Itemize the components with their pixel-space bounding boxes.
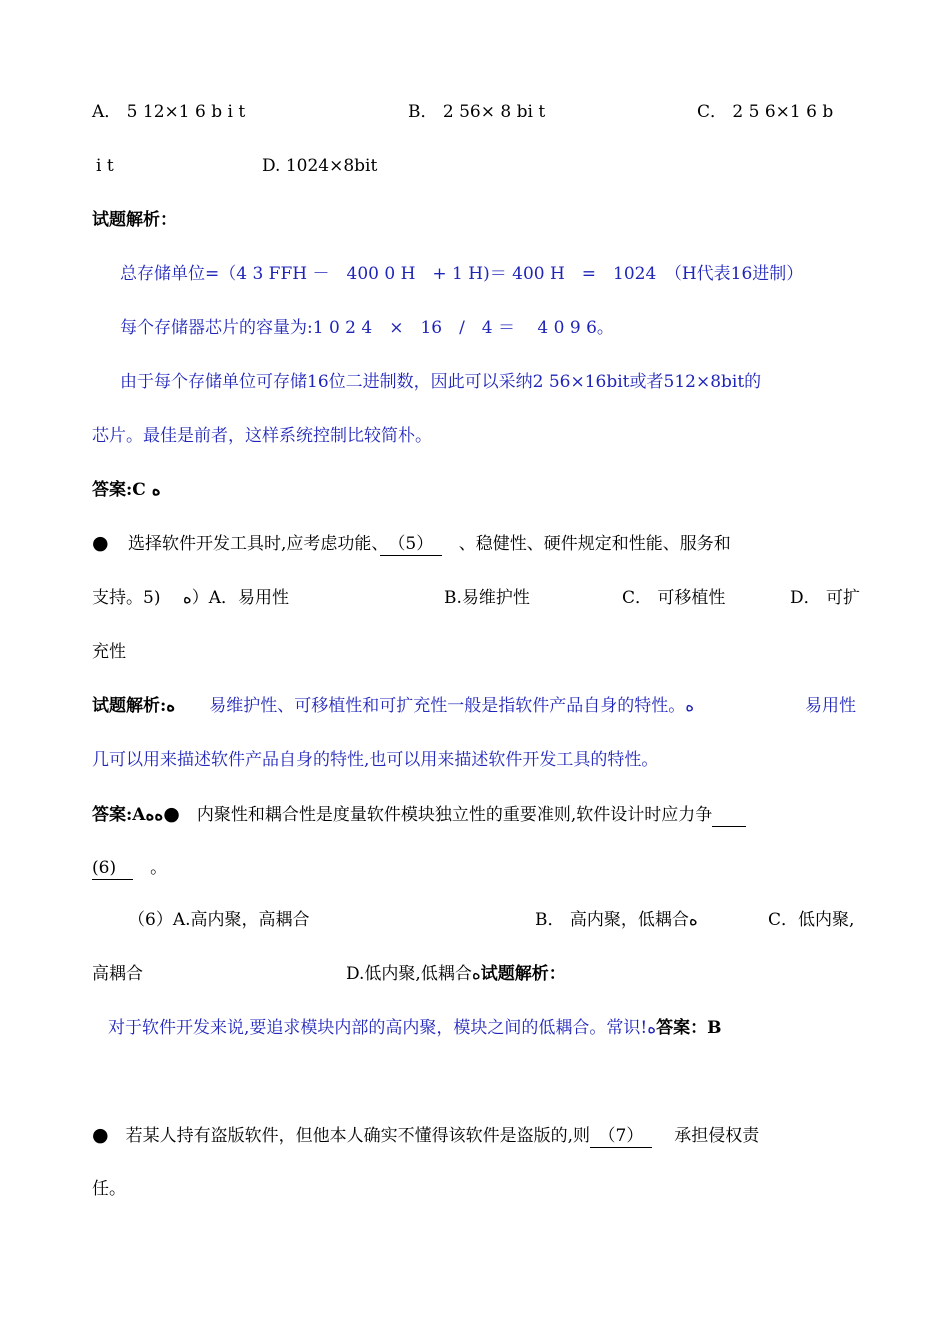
q5-bullet-icon: ● xyxy=(92,532,109,554)
q4-option-c-cont: i t xyxy=(96,156,114,176)
q5-analysis-label: 试题解析:ﻩ xyxy=(92,696,176,716)
q5-answer: 答案:Aﻩﻩ xyxy=(92,805,164,825)
q7-blank: （7） xyxy=(590,1126,652,1146)
q5-analysis-line-1-end: 易用性 xyxy=(805,696,856,716)
q4-answer: 答案:C ﻩ xyxy=(92,480,161,500)
q6-option-c-cont: 高耦合 xyxy=(92,964,143,984)
q5-analysis-line-1 xyxy=(92,695,694,717)
q7-stem: 若某人持有盗版软件，但他本人确实不懂得该软件是盗版的,则 xyxy=(125,1126,590,1146)
q5-option-b: B.易维护性 xyxy=(444,588,530,608)
q6-answer: 答案：B xyxy=(656,1018,722,1038)
q4-analysis-label: 试题解析： xyxy=(92,210,177,230)
q5-stem-a: 选择软件开发工具时,应考虑功能、 xyxy=(128,534,380,554)
q6-blank-lead xyxy=(712,805,746,827)
q6-analysis-line xyxy=(108,1017,722,1039)
q7-bullet-icon: ● xyxy=(92,1124,109,1146)
q5-blank: （5） xyxy=(379,534,442,554)
q6-blank-line xyxy=(92,857,167,879)
q5-analysis-text-1: 易维护性、可移植性和可扩充性一般是指软件产品自身的特性。ﻩ xyxy=(209,696,695,716)
q5-stem xyxy=(128,533,731,555)
q6-option-a: （6）A.高内聚，高耦合 xyxy=(128,910,310,930)
q6-option-d: D.低内聚,低耦合ﻩ xyxy=(346,964,481,984)
q5-option-d-cont: 充性 xyxy=(92,642,126,662)
q6-stem: 内聚性和耦合性是度量软件模块独立性的重要准则,软件设计时应力争 xyxy=(196,805,713,825)
q6-stem-end: 。 xyxy=(150,858,168,878)
q7-stem-line-2: 任。 xyxy=(92,1179,126,1199)
q5-stem-b: 、稳健性、硬件规定和性能、服务和 xyxy=(458,534,731,554)
q6-option-d-line xyxy=(346,963,566,985)
q4-analysis-line-3: 由于每个存储单位可存储16位二进制数，因此可以采纳2 56×16bit或者512×8bit的 xyxy=(120,372,762,392)
q5-analysis-line-2: 几可以用来描述软件产品自身的特性,也可以用来描述软件开发工具的特性。 xyxy=(92,750,659,770)
q7-stem-line xyxy=(92,1124,759,1147)
q5-option-c: C． 可移植性 xyxy=(622,588,726,608)
q6-bullet-icon: ● xyxy=(163,803,180,825)
q6-option-b: B． 高内聚，低耦合ﻩ xyxy=(535,910,698,930)
q5-option-a: 支持。5) ﻩ）A．易用性 xyxy=(92,588,290,608)
q4-option-c: C． 2 5 6×1 6 b xyxy=(697,102,834,122)
q4-option-d: D. 1024×8bit xyxy=(262,156,378,176)
q6-analysis-text: 对于软件开发来说,要追求模块内部的高内聚，模块之间的低耦合。常识!ﻩ xyxy=(108,1018,657,1038)
q5-option-d: D． 可扩 xyxy=(790,588,861,608)
q4-analysis-line-2: 每个存储器芯片的容量为:1 0 2 4 × 16 / 4 ＝ 4 0 9 6。 xyxy=(120,318,614,338)
q7-stem-end: 承担侵权责 xyxy=(674,1126,760,1146)
q4-option-b: B． 2 56× 8 bi t xyxy=(408,102,546,122)
q4-option-a: A． 5 12×1 6 b i t xyxy=(92,102,246,122)
q6-option-c: C．低内聚, xyxy=(768,910,855,930)
q4-analysis-line-4: 芯片。最佳是前者，这样系统控制比较简朴。 xyxy=(92,426,432,446)
q6-blank: (6) xyxy=(92,858,134,878)
q4-analysis-line-1: 总存储单位=（4 3 FFH － 400 0 H + 1 H)＝ 400 H = 1024 （H代表16进制） xyxy=(120,264,804,284)
q6-stem-line xyxy=(92,803,746,826)
q6-analysis-label: 试题解析： xyxy=(480,964,566,984)
